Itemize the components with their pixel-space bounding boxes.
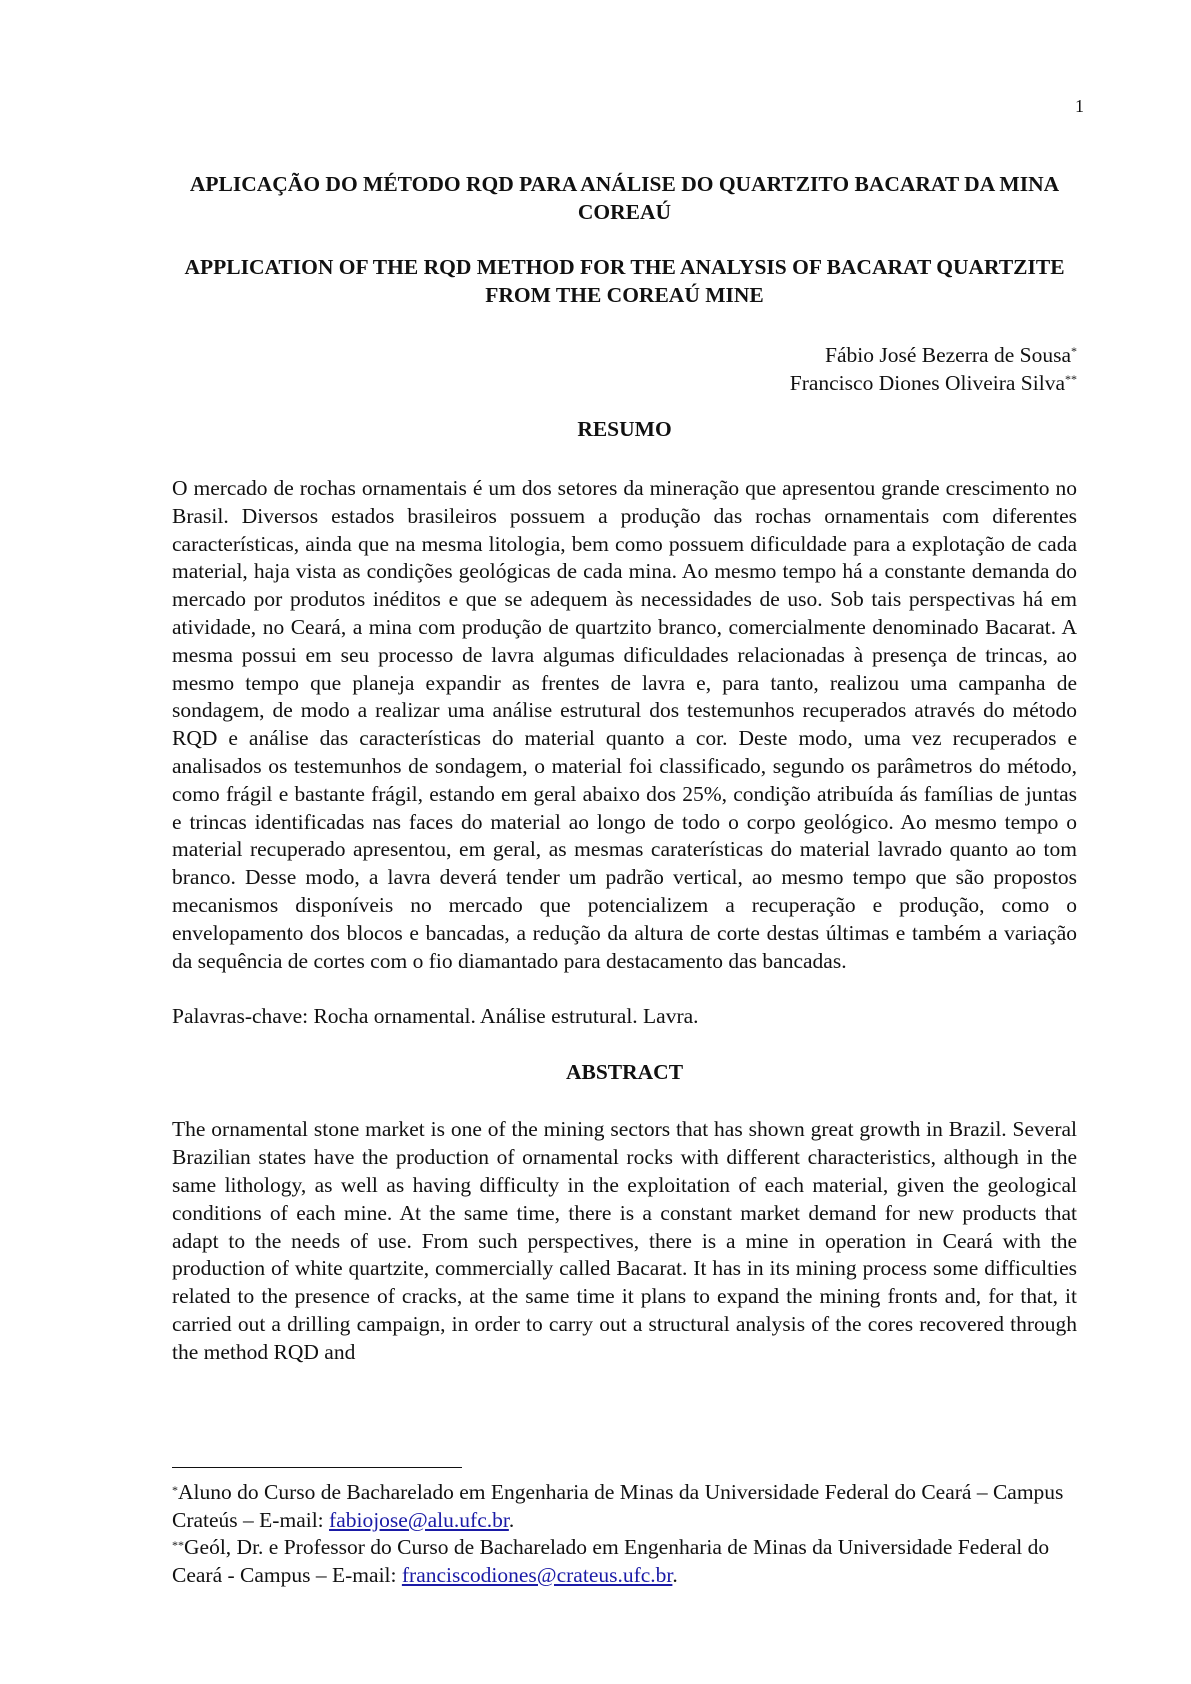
author-1: Fábio José Bezerra de Sousa* [825,343,1077,367]
resumo-paragraph: O mercado de rochas ornamentais é um dos setores da mineração que apresentou grande crescimento no Brasil. Diversos estados brasileiros possuem a produção das rochas ornamentais com diferentes características, ainda que na mesma litologia, bem como possuem dificuldade para a explotação de cada material, haja vista as condições geológicas de cada mina. Ao mesmo tempo há a constante demanda do mercado por produtos inéditos e que se adequem às necessidades de uso. Sob tais perspectivas há em atividade, no Ceará, a mina com produção de quartzito branco, comercialmente denominado Bacarat. A mesma possui em seu processo de lavra algumas dificuldades relacionadas à presença de trincas, ao mesmo tempo que planeja expandir as frentes de lavra e, para tanto, realizou uma campanha de sondagem, de modo a realizar uma análise estrutural dos testemunhos recuperados através do método RQD e análise das características do material quanto a cor. Deste modo, uma vez recuperados e analisados os testemunhos de sondagem, o material foi classificado, segundo os parâmetros do método, como frágil e bastante frágil, estando em geral abaixo dos 25%, condição atribuída ás famílias de juntas e trincas identificadas nas faces do material ao longo de todo o corpo geológico. Ao mesmo tempo o material recuperado apresentou, em geral, as mesmas caraterísticas do material lavrado quanto ao tom branco. Desse modo, a lavra deverá tender um padrão vertical, ao mesmo tempo que são propostos mecanismos disponíveis no mercado que potencializem a recuperação e produção, como o envelopamento dos blocos e bancadas, a redução da altura de corte destas últimas e também a variação da sequência de cortes com o fio diamantado para destacamento das bancadas. [172,476,1077,973]
keywords: Palavras-chave: Rocha ornamental. Análise estrutural. Lavra. [172,1004,699,1029]
author-2: Francisco Diones Oliveira Silva** [789,371,1077,395]
email-link-author-1[interactable]: fabiojose@alu.ufc.br [329,1507,509,1532]
footnote-divider [172,1467,462,1468]
footnotes [172,1479,1077,1589]
title-portuguese: APLICAÇÃO DO MÉTODO RQD PARA ANÁLISE DO QUARTZITO BACARAT DA MINA COREAÚ [189,172,1060,224]
title-english: APPLICATION OF THE RQD METHOD FOR THE ANALYSIS OF BACARAT QUARTZITE FROM THE COREAÚ MINE [184,255,1065,307]
footnote-1: *Aluno do Curso de Bacharelado em Engenharia de Minas da Universidade Federal do Ceará – Campus Crateús – E-mail: fabiojose@alu.ufc.br. [172,1480,1064,1532]
author-list [172,341,1077,397]
abstract-paragraph: The ornamental stone market is one of the mining sectors that has shown great growth in Brazil. Several Brazilian states have the production of ornamental rocks with different characteristics, although in the same lithology, as well as having difficulty in the exploitation of each material, given the geological conditions of each mine. At the same time, there is a constant market demand for new products that adapt to the needs of use. From such perspectives, there is a mine in operation in Ceará with the production of white quartzite, commercially called Bacarat. It has in its mining process some difficulties related to the presence of cracks, at the same time it plans to expand the mining fronts and, for that, it carried out a drilling campaign, in order to carry out a structural analysis of the cores recovered through the method RQD and [172,1117,1077,1364]
page-number: 1 [1075,96,1084,116]
author-2-footnote-mark: ** [1065,372,1077,386]
footnote-2: **Geól, Dr. e Professor do Curso de Bacharelado em Engenharia de Minas da Universidade Federal do Ceará - Campus – E-mail: franciscodiones@crateus.ufc.br. [172,1535,1050,1587]
resumo-heading: RESUMO [577,417,672,441]
paper-body [172,170,1077,1367]
abstract-heading: ABSTRACT [565,1060,684,1085]
email-link-author-2[interactable]: franciscodiones@crateus.ufc.br [401,1562,673,1587]
author-1-footnote-mark: * [1071,344,1077,358]
